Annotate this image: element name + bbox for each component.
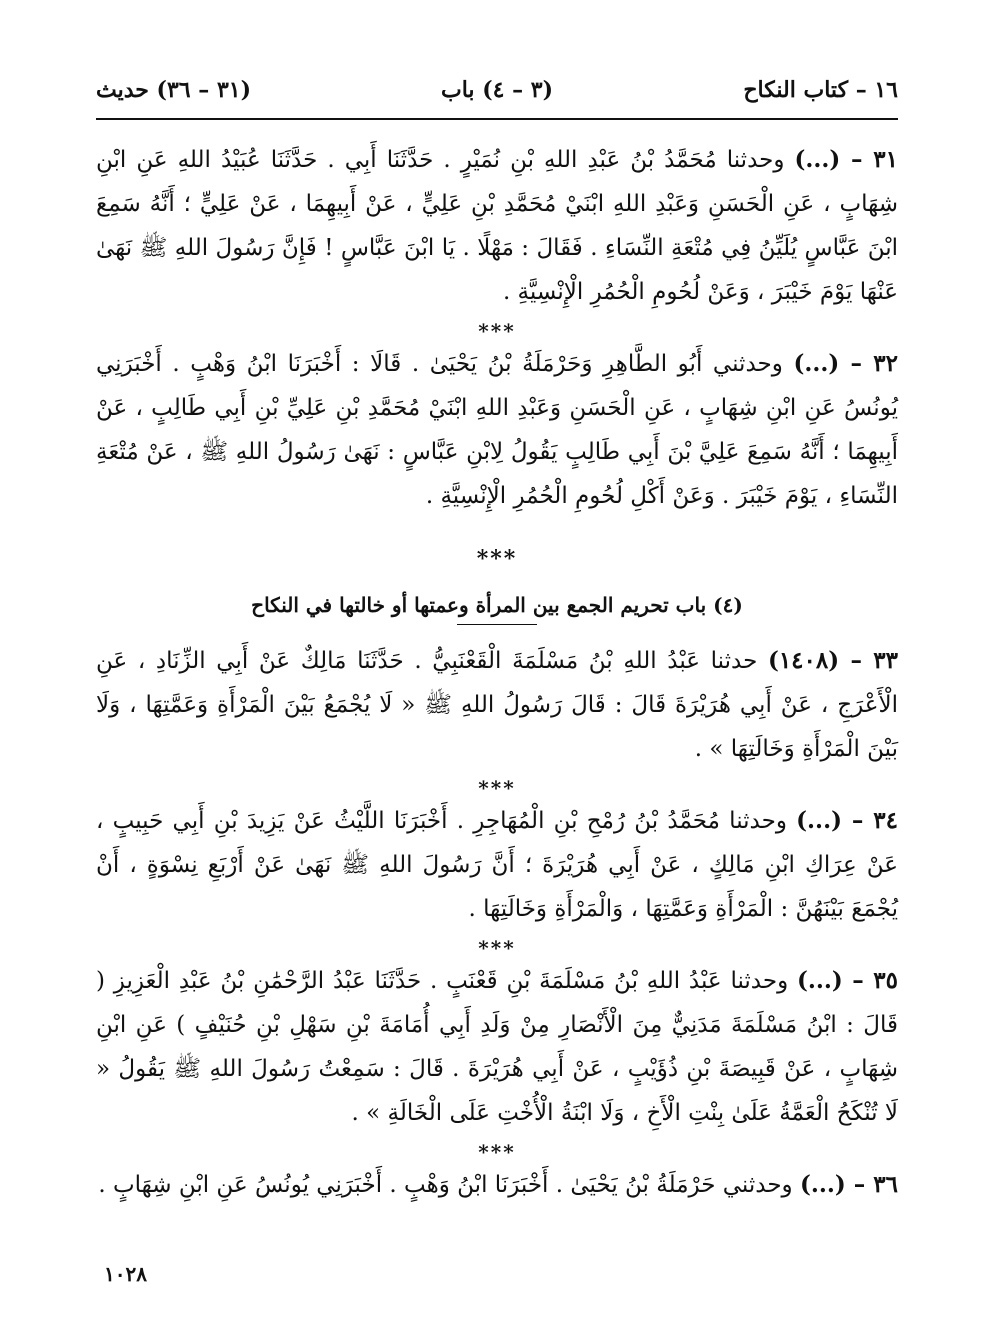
hadith-text: وحدثنا مُحَمَّدُ بْنُ عَبْدِ اللهِ بْنِ نُمَيْرٍ . حَدَّثَنَا أَبِي . حَدَّثَنَا عُبَيْدُ اللهِ عَنِ ابْنِ شِهَابٍ ، عَنِ الْحَسَنِ وَعَبْدِ اللهِ ابْنَيْ مُحَمَّدِ بْنِ عَلِيٍّ ، عَنْ أَبِيهِمَا ، عَنْ عَلِيٍّ ؛ أَنَّهُ سَمِعَ ابْنَ عَبَّاسٍ يُلَيِّنُ فِي مُتْعَةِ النِّسَاءِ . فَقَالَ : مَهْلًا . يَا ابْنَ عَبَّاسٍ ! فَإِنَّ رَسُولَ اللهِ ﷺ نَهَىٰ عَنْهَا يَوْمَ خَيْبَرَ ، وَعَنْ لُحُومِ الْحُمُرِ الْإِنْسِيَّةِ . [96, 147, 898, 305]
separator-stars: *** [478, 1140, 516, 1164]
hadith-text: حدثنا عَبْدُ اللهِ بْنُ مَسْلَمَةَ الْقَعْنَبِيُّ . حَدَّثَنَا مَالِكٌ عَنْ أَبِي الزِّنَادِ ، عَنِ الْأَعْرَجِ ، عَنْ أَبِي هُرَيْرَةَ قَالَ : قَالَ رَسُولُ اللهِ ﷺ « لَا يُجْمَعُ بَيْنَ الْمَرْأَةِ وَعَمَّتِهَا ، وَلَا بَيْنَ الْمَرْأَةِ وَخَالَتِهَا » . [96, 648, 898, 762]
hadith-number: ٣٣ – (١٤٠٨) [767, 647, 898, 674]
hadith-number: ٣٢ – (...) [793, 350, 898, 377]
hadith-number: ٣١ – (...) [794, 146, 899, 173]
section-separator: *** [476, 546, 518, 572]
running-header [96, 68, 898, 112]
chapter-title: (٤) باب تحريم الجمع بين المرأة وعمتها أو خالتها في النكاح [251, 593, 743, 617]
hadith-text: وحدثنا مُحَمَّدُ بْنُ رُمْحِ بْنِ الْمُهَاجِرِ . أَخْبَرَنَا اللَّيْثُ عَنْ يَزِيدَ بْنِ أَبِي حَبِيبٍ ، عَنْ عِرَاكِ ابْنِ مَالِكٍ ، عَنْ أَبِي هُرَيْرَةَ ؛ أَنَّ رَسُولَ اللهِ ﷺ نَهَىٰ عَنْ أَرْبَعِ نِسْوَةٍ ، أَنْ يُجْمَعَ بَيْنَهُنَّ : الْمَرْأَةِ وَعَمَّتِهَا ، وَالْمَرْأَةِ وَخَالَتِهَا . [96, 808, 898, 922]
hadith-34 [96, 799, 898, 931]
chapter-underline [457, 624, 537, 625]
hadith-text: وحدثنا عَبْدُ اللهِ بْنُ مَسْلَمَةَ بْنِ قَعْنَبٍ . حَدَّثَنَا عَبْدُ الرَّحْمَٰنِ بْنُ عَبْدِ الْعَزِيزِ ( قَالَ : ابْنُ مَسْلَمَةَ مَدَنِيٌّ مِنَ الْأَنْصَارِ مِنْ وَلَدِ أَبِي أُمَامَةَ بْنِ سَهْلِ بْنِ حُنَيْفٍ ) عَنِ ابْنِ شِهَابٍ ، عَنْ قَبِيصَةَ بْنِ ذُؤَيْبٍ ، عَنْ أَبِي هُرَيْرَةَ . قَالَ : سَمِعْتُ رَسُولَ اللهِ ﷺ يَقُولُ « لَا تُنْكَحُ الْعَمَّةُ عَلَىٰ بِنْتِ الْأَخِ ، وَلَا ابْنَةُ الْأُخْتِ عَلَى الْخَالَةِ » . [96, 968, 898, 1126]
hadith-number: ٣٥ – (...) [796, 967, 898, 994]
header-divider [96, 118, 898, 120]
hadith-text: وحدثني حَرْمَلَةُ بْنُ يَحْيَىٰ . أَخْبَرَنَا ابْنُ وَهْبٍ . أَخْبَرَنِي يُونُسُ عَنِ ابْنِ شِهَابٍ . [98, 1172, 793, 1198]
header-chapter-range: (٣ – ٤) باب [441, 77, 554, 103]
hadith-32 [96, 342, 898, 518]
hadith-33 [96, 639, 898, 771]
header-book-title: ١٦ – كتاب النكاح [743, 77, 898, 103]
header-hadith-range: (٣١ – ٣٦) حديث [96, 77, 251, 103]
hadith-36 [96, 1163, 898, 1207]
separator-stars: *** [478, 319, 516, 343]
hadith-35 [96, 959, 898, 1135]
page-number: ١٠٢٨ [104, 1262, 147, 1286]
hadith-text: وحدثني أَبُو الطَّاهِرِ وَحَرْمَلَةُ بْنُ يَحْيَىٰ . قَالَا : أَخْبَرَنَا ابْنُ وَهْبٍ . أَخْبَرَنِي يُونُسُ عَنِ ابْنِ شِهَابٍ ، عَنِ الْحَسَنِ وَعَبْدِ اللهِ ابْنَيْ مُحَمَّدِ بْنِ عَلِيِّ بْنِ أَبِي طَالِبٍ ، عَنْ أَبِيهِمَا ؛ أَنَّهُ سَمِعَ عَلِيَّ بْنَ أَبِي طَالِبٍ يَقُولُ لِابْنِ عَبَّاسٍ : نَهَىٰ رَسُولُ اللهِ ﷺ ، عَنْ مُتْعَةِ النِّسَاءِ ، يَوْمَ خَيْبَرَ . وَعَنْ أَكْلِ لُحُومِ الْحُمُرِ الْإِنْسِيَّةِ . [96, 351, 898, 509]
separator-stars: *** [478, 776, 516, 800]
hadith-number: ٣٦ – (...) [799, 1171, 898, 1198]
hadith-number: ٣٤ – (...) [796, 807, 899, 834]
separator-stars: *** [478, 936, 516, 960]
hadith-31 [96, 138, 898, 314]
